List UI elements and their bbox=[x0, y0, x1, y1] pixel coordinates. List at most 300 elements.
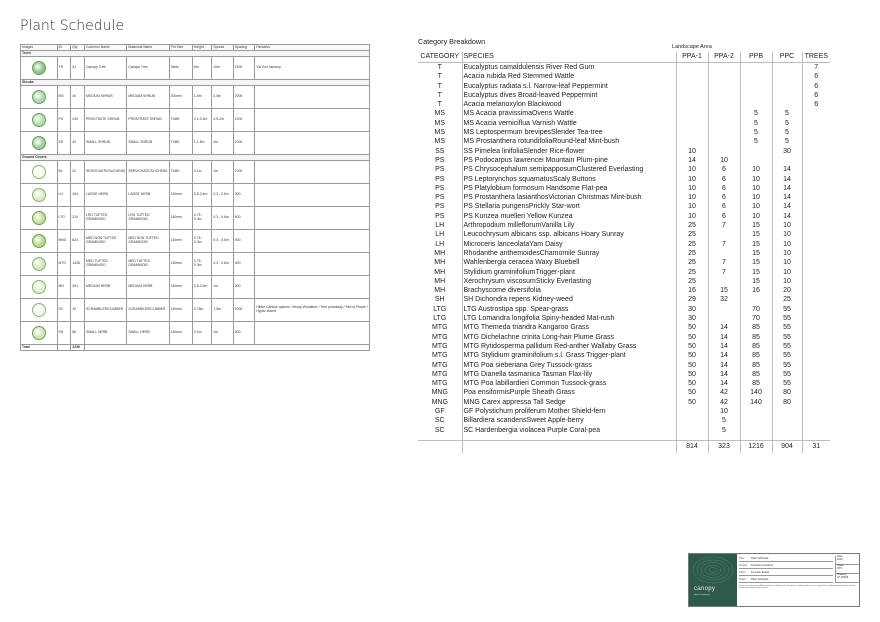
schedule-cell-height: 1-5m bbox=[192, 86, 211, 109]
breakdown-category: MH bbox=[418, 277, 462, 286]
schedule-cell-qty: 40 bbox=[71, 132, 85, 155]
schedule-cell-pot: 140mm bbox=[169, 184, 192, 207]
breakdown-qty: 30 bbox=[676, 305, 708, 314]
breakdown-species: PS Platylobium formosum Handsome Flat-pea bbox=[462, 184, 676, 193]
plant-image-icon bbox=[32, 165, 46, 179]
breakdown-category: LH bbox=[418, 230, 462, 239]
breakdown-qty bbox=[802, 202, 830, 211]
breakdown-qty: 5 bbox=[740, 128, 772, 137]
schedule-cell-id: PS bbox=[57, 109, 71, 132]
breakdown-category: MS bbox=[418, 137, 462, 146]
plant-image-cell bbox=[21, 253, 58, 276]
schedule-cell-id: MS bbox=[57, 86, 71, 109]
breakdown-row bbox=[418, 137, 830, 146]
breakdown-qty bbox=[772, 100, 802, 109]
breakdown-qty: 55 bbox=[772, 379, 802, 388]
breakdown-category: MTG bbox=[418, 342, 462, 351]
breakdown-qty bbox=[772, 82, 802, 91]
breakdown-qty bbox=[708, 147, 740, 156]
schedule-cell-id: SS bbox=[57, 132, 71, 155]
breakdown-row bbox=[418, 72, 830, 81]
breakdown-qty: 7 bbox=[708, 221, 740, 230]
breakdown-qty: 10 bbox=[740, 202, 772, 211]
breakdown-qty: 15 bbox=[740, 268, 772, 277]
breakdown-qty bbox=[802, 165, 830, 174]
breakdown-header-cell: TREES bbox=[802, 52, 830, 63]
title-block-fields bbox=[737, 554, 859, 606]
breakdown-qty: 70 bbox=[740, 314, 772, 323]
breakdown-header-cell: PPA-2 bbox=[708, 52, 740, 63]
breakdown-qty bbox=[740, 407, 772, 416]
schedule-cell-spread: 1m bbox=[212, 322, 233, 345]
breakdown-qty: 50 bbox=[676, 388, 708, 397]
breakdown-qty: 140 bbox=[740, 388, 772, 397]
breakdown-species: Eucalyptus camaldulensis River Red Gum bbox=[462, 63, 676, 73]
breakdown-qty bbox=[740, 426, 772, 435]
breakdown-qty: 25 bbox=[676, 230, 708, 239]
breakdown-species: Xerochrysum viscosumSticky Everlasting bbox=[462, 277, 676, 286]
schedule-cell-height: 0.75m bbox=[192, 299, 211, 322]
breakdown-category: LH bbox=[418, 240, 462, 249]
title-block-row bbox=[739, 556, 833, 562]
title-block-side-value: LP-00396 bbox=[837, 575, 849, 579]
schedule-cell-remarks bbox=[255, 86, 370, 109]
plant-image-cell bbox=[21, 276, 58, 299]
plant-image-cell bbox=[21, 207, 58, 230]
breakdown-category: MTG bbox=[418, 323, 462, 332]
breakdown-category: MTG bbox=[418, 379, 462, 388]
schedule-row bbox=[21, 230, 370, 253]
breakdown-category: MNG bbox=[418, 398, 462, 407]
breakdown-qty bbox=[772, 407, 802, 416]
breakdown-qty bbox=[802, 221, 830, 230]
title-block-side-value: NTS bbox=[837, 566, 843, 570]
schedule-cell-qty: 10 bbox=[71, 299, 85, 322]
breakdown-qty bbox=[676, 128, 708, 137]
schedule-cell-botanical: Canopy Tree bbox=[127, 57, 169, 80]
schedule-header-cell: Common Name bbox=[85, 45, 127, 51]
schedule-cell-common: LARGE HERB bbox=[85, 184, 127, 207]
breakdown-qty: 30 bbox=[676, 314, 708, 323]
breakdown-qty: 5 bbox=[772, 128, 802, 137]
breakdown-qty: 50 bbox=[676, 398, 708, 407]
breakdown-qty bbox=[802, 258, 830, 267]
breakdown-qty: 30 bbox=[772, 147, 802, 156]
breakdown-row bbox=[418, 63, 830, 73]
plant-image-icon bbox=[32, 136, 46, 150]
breakdown-qty: 14 bbox=[772, 193, 802, 202]
breakdown-qty bbox=[802, 240, 830, 249]
schedule-cell-remarks bbox=[255, 276, 370, 299]
breakdown-qty: 10 bbox=[772, 268, 802, 277]
schedule-cell-qty: 20 bbox=[71, 161, 85, 184]
schedule-cell-common: Canopy Tree bbox=[85, 57, 127, 80]
breakdown-row bbox=[418, 240, 830, 249]
breakdown-qty: 70 bbox=[740, 305, 772, 314]
breakdown-qty: 10 bbox=[740, 165, 772, 174]
breakdown-qty: 55 bbox=[772, 361, 802, 370]
breakdown-total-cell bbox=[462, 441, 676, 454]
breakdown-qty: 10 bbox=[676, 184, 708, 193]
schedule-cell-qty: 1428 bbox=[71, 253, 85, 276]
breakdown-row bbox=[418, 379, 830, 388]
breakdown-category: T bbox=[418, 82, 462, 91]
title-block-side-key: Drawing bbox=[837, 573, 847, 576]
breakdown-qty: 85 bbox=[740, 323, 772, 332]
breakdown-qty: 10 bbox=[676, 193, 708, 202]
breakdown-qty: 10 bbox=[676, 175, 708, 184]
title-block-side-key: Scale bbox=[837, 564, 844, 567]
breakdown-qty bbox=[802, 407, 830, 416]
breakdown-qty: 14 bbox=[708, 333, 740, 342]
title-block-value: Frankston Gardens bbox=[751, 564, 774, 567]
breakdown-qty: 50 bbox=[676, 361, 708, 370]
breakdown-qty: 10 bbox=[772, 221, 802, 230]
breakdown-row bbox=[418, 342, 830, 351]
breakdown-category: LH bbox=[418, 221, 462, 230]
breakdown-qty bbox=[676, 407, 708, 416]
schedule-cell-spread: 0.3 - 0.6m bbox=[212, 253, 233, 276]
breakdown-qty: 6 bbox=[708, 175, 740, 184]
title-block-row bbox=[739, 577, 833, 583]
breakdown-species: PS Prostanthera lasianthosVictorian Christmas Mint-bush bbox=[462, 193, 676, 202]
breakdown-species: Acacia melanoxylon Blackwood bbox=[462, 100, 676, 109]
schedule-total-rest bbox=[85, 345, 370, 351]
breakdown-qty bbox=[802, 416, 830, 425]
breakdown-qty: 10 bbox=[708, 156, 740, 165]
breakdown-qty bbox=[802, 230, 830, 239]
landscape-area-label: Landscape Area bbox=[672, 44, 712, 50]
breakdown-species: PS Chrysocephalum semipapposumClustered Everlasting bbox=[462, 165, 676, 174]
breakdown-qty bbox=[708, 305, 740, 314]
breakdown-category: SC bbox=[418, 416, 462, 425]
breakdown-category: T bbox=[418, 72, 462, 81]
breakdown-category: PS bbox=[418, 202, 462, 211]
breakdown-species: Rhodanthe anthemoidesChamomile Sunray bbox=[462, 249, 676, 258]
schedule-group-label: Ground Covers bbox=[21, 155, 370, 161]
schedule-cell-pot: TUBE bbox=[169, 132, 192, 155]
schedule-cell-remarks bbox=[255, 184, 370, 207]
schedule-cell-common: SMALL HERB bbox=[85, 322, 127, 345]
plant-image-cell bbox=[21, 322, 58, 345]
schedule-cell-height: 1-1.5m bbox=[192, 132, 211, 155]
breakdown-category: PS bbox=[418, 184, 462, 193]
breakdown-species: Arthropodium milleflorumVanilla Lily bbox=[462, 221, 676, 230]
schedule-header-cell: Botanical Name bbox=[127, 45, 169, 51]
breakdown-qty bbox=[676, 82, 708, 91]
schedule-cell-qty: 40 bbox=[71, 86, 85, 109]
breakdown-category: MH bbox=[418, 286, 462, 295]
breakdown-qty bbox=[802, 128, 830, 137]
breakdown-qty: 85 bbox=[740, 361, 772, 370]
schedule-cell-pot: Table bbox=[169, 57, 192, 80]
breakdown-header-row bbox=[418, 52, 830, 63]
breakdown-qty: 14 bbox=[708, 323, 740, 332]
schedule-cell-spread: 0.3 - 0.6m bbox=[212, 207, 233, 230]
breakdown-qty bbox=[708, 109, 740, 118]
schedule-row bbox=[21, 299, 370, 322]
schedule-cell-botanical: MEDIUM HERB bbox=[127, 276, 169, 299]
breakdown-qty: 55 bbox=[772, 314, 802, 323]
schedule-cell-pot: 140mm bbox=[169, 253, 192, 276]
schedule-cell-remarks bbox=[255, 253, 370, 276]
breakdown-row bbox=[418, 230, 830, 239]
breakdown-species: MS Leptospermum brevipesSlender Tea-tree bbox=[462, 128, 676, 137]
breakdown-species: PS Podocarpus lawrencei Mountain Plum-pine bbox=[462, 156, 676, 165]
breakdown-qty: 7 bbox=[708, 240, 740, 249]
breakdown-row bbox=[418, 193, 830, 202]
breakdown-category: T bbox=[418, 91, 462, 100]
schedule-cell-spread: 2m bbox=[212, 132, 233, 155]
breakdown-category: PS bbox=[418, 165, 462, 174]
breakdown-qty bbox=[740, 91, 772, 100]
breakdown-header-cell: SPECIES bbox=[462, 52, 676, 63]
schedule-cell-id: LTG bbox=[57, 207, 71, 230]
breakdown-category: MNG bbox=[418, 388, 462, 397]
breakdown-qty: 10 bbox=[772, 249, 802, 258]
schedule-cell-spacing: 2000 bbox=[233, 86, 255, 109]
breakdown-qty bbox=[676, 100, 708, 109]
schedule-cell-qty: 624 bbox=[71, 230, 85, 253]
breakdown-qty bbox=[802, 109, 830, 118]
breakdown-qty bbox=[676, 91, 708, 100]
breakdown-category: MH bbox=[418, 268, 462, 277]
breakdown-qty: 15 bbox=[740, 277, 772, 286]
breakdown-qty bbox=[802, 342, 830, 351]
breakdown-species: Leucochrysum albicans ssp. albicans Hoary Sunray bbox=[462, 230, 676, 239]
breakdown-category: LTG bbox=[418, 305, 462, 314]
schedule-cell-height: 0.75 - 0.3m bbox=[192, 207, 211, 230]
breakdown-header-cell: PPC bbox=[772, 52, 802, 63]
plant-image-icon bbox=[32, 61, 46, 75]
breakdown-species: MTG Poa labillardieri Common Tussock-grass bbox=[462, 379, 676, 388]
breakdown-qty bbox=[802, 212, 830, 221]
breakdown-row bbox=[418, 202, 830, 211]
breakdown-qty: 50 bbox=[676, 323, 708, 332]
breakdown-qty bbox=[802, 314, 830, 323]
breakdown-qty bbox=[772, 72, 802, 81]
plant-image-icon bbox=[32, 211, 46, 225]
schedule-cell-botanical: MED NON TUFTED GRAMINOID bbox=[127, 230, 169, 253]
schedule-total-label: Total bbox=[21, 345, 58, 351]
breakdown-row bbox=[418, 212, 830, 221]
breakdown-category: SH bbox=[418, 295, 462, 304]
breakdown-category: PS bbox=[418, 212, 462, 221]
breakdown-qty bbox=[772, 91, 802, 100]
plant-image-cell bbox=[21, 109, 58, 132]
schedule-cell-qty: 31 bbox=[71, 57, 85, 80]
breakdown-qty bbox=[676, 119, 708, 128]
breakdown-qty bbox=[708, 91, 740, 100]
breakdown-total-cell: 1216 bbox=[740, 441, 772, 454]
schedule-header-cell: Remarks bbox=[255, 45, 370, 51]
breakdown-row bbox=[418, 82, 830, 91]
breakdown-qty: 6 bbox=[708, 184, 740, 193]
breakdown-qty: 5 bbox=[708, 426, 740, 435]
breakdown-row bbox=[418, 416, 830, 425]
breakdown-row bbox=[418, 100, 830, 109]
breakdown-qty bbox=[802, 175, 830, 184]
schedule-row bbox=[21, 161, 370, 184]
breakdown-qty: 10 bbox=[772, 240, 802, 249]
breakdown-species: SH Dichondra repens Kidney-weed bbox=[462, 295, 676, 304]
breakdown-qty bbox=[740, 295, 772, 304]
breakdown-header-cell: CATEGORY bbox=[418, 52, 462, 63]
schedule-cell-height: 0.5-0.4m bbox=[192, 184, 211, 207]
breakdown-qty: 50 bbox=[676, 333, 708, 342]
breakdown-qty: 50 bbox=[676, 342, 708, 351]
breakdown-qty: 10 bbox=[740, 184, 772, 193]
breakdown-species: Stylidium graminifoliumTrigger-plant bbox=[462, 268, 676, 277]
breakdown-qty bbox=[708, 119, 740, 128]
breakdown-qty: 25 bbox=[676, 249, 708, 258]
plant-image-icon bbox=[32, 90, 46, 104]
schedule-header-cell: Pot Size bbox=[169, 45, 192, 51]
breakdown-species: Acacia rubida Red Stemmed Wattle bbox=[462, 72, 676, 81]
breakdown-qty: 85 bbox=[740, 342, 772, 351]
schedule-cell-pot: 140mm bbox=[169, 276, 192, 299]
breakdown-qty: 14 bbox=[708, 361, 740, 370]
breakdown-qty: 140 bbox=[740, 398, 772, 407]
schedule-cell-spacing: 300 bbox=[233, 322, 255, 345]
schedule-cell-id: BL bbox=[57, 161, 71, 184]
breakdown-row bbox=[418, 258, 830, 267]
breakdown-qty: 25 bbox=[676, 240, 708, 249]
schedule-group-label: Shrubs bbox=[21, 80, 370, 86]
breakdown-row bbox=[418, 388, 830, 397]
schedule-cell-spread: 0.3 - 0.6m bbox=[212, 184, 233, 207]
plant-image-cell bbox=[21, 184, 58, 207]
schedule-header-cell: Spread bbox=[212, 45, 233, 51]
breakdown-row bbox=[418, 370, 830, 379]
schedule-cell-pot: 140mm bbox=[169, 322, 192, 345]
plant-schedule-table bbox=[20, 44, 370, 351]
schedule-cell-pot: TUBE bbox=[169, 109, 192, 132]
breakdown-category: MH bbox=[418, 258, 462, 267]
schedule-cell-height: 0.1-0.3m bbox=[192, 109, 211, 132]
breakdown-row bbox=[418, 221, 830, 230]
schedule-cell-height: 8m bbox=[192, 57, 211, 80]
breakdown-category: PS bbox=[418, 175, 462, 184]
title-block-key: Drawn bbox=[739, 578, 747, 581]
breakdown-qty bbox=[708, 137, 740, 146]
schedule-cell-pot: 140mm bbox=[169, 207, 192, 230]
schedule-cell-common: MEDIUM HERB bbox=[85, 276, 127, 299]
schedule-cell-id: SC bbox=[57, 299, 71, 322]
breakdown-qty: 10 bbox=[740, 175, 772, 184]
breakdown-species: MS Acacia verniciflua Varnish Wattle bbox=[462, 119, 676, 128]
breakdown-qty: 10 bbox=[676, 147, 708, 156]
breakdown-category: PS bbox=[418, 156, 462, 165]
breakdown-qty bbox=[708, 82, 740, 91]
schedule-cell-botanical: SMALL SHRUB bbox=[127, 132, 169, 155]
title-block-key: Title bbox=[739, 557, 744, 560]
breakdown-qty: 85 bbox=[740, 379, 772, 388]
breakdown-qty: 6 bbox=[814, 82, 819, 90]
breakdown-qty: 15 bbox=[740, 258, 772, 267]
breakdown-qty bbox=[802, 277, 830, 286]
breakdown-row bbox=[418, 286, 830, 295]
schedule-cell-remarks: Hibbe Cahisor options: Yeloop Wonderer / Tree protoksaji / Sea of Purple / Hyptic Monet bbox=[255, 299, 370, 322]
schedule-cell-remarks: VIc Eco Nursery bbox=[255, 57, 370, 80]
breakdown-qty bbox=[802, 351, 830, 360]
breakdown-qty: 25 bbox=[676, 221, 708, 230]
breakdown-qty bbox=[708, 230, 740, 239]
plant-image-icon bbox=[32, 303, 46, 317]
breakdown-qty bbox=[740, 72, 772, 81]
schedule-cell-remarks bbox=[255, 230, 370, 253]
breakdown-qty bbox=[802, 295, 830, 304]
breakdown-total-cell: 323 bbox=[708, 441, 740, 454]
breakdown-qty bbox=[802, 333, 830, 342]
breakdown-qty: 55 bbox=[772, 351, 802, 360]
breakdown-total-cell: 904 bbox=[772, 441, 802, 454]
breakdown-qty bbox=[802, 147, 830, 156]
breakdown-qty bbox=[676, 109, 708, 118]
breakdown-qty: 25 bbox=[676, 268, 708, 277]
breakdown-qty bbox=[740, 63, 772, 73]
breakdown-qty: 7 bbox=[814, 64, 819, 71]
breakdown-qty: 55 bbox=[772, 305, 802, 314]
breakdown-qty bbox=[802, 398, 830, 407]
schedule-header-cell: Qty bbox=[71, 45, 85, 51]
schedule-cell-remarks bbox=[255, 207, 370, 230]
breakdown-qty bbox=[802, 119, 830, 128]
schedule-cell-pot: TUBE bbox=[169, 161, 192, 184]
schedule-row bbox=[21, 253, 370, 276]
schedule-cell-common: MED TUFTED GRAMINOID bbox=[85, 253, 127, 276]
breakdown-qty: 14 bbox=[676, 156, 708, 165]
breakdown-qty: 10 bbox=[740, 212, 772, 221]
breakdown-qty: 6 bbox=[814, 91, 819, 99]
breakdown-qty: 10 bbox=[676, 165, 708, 174]
breakdown-row bbox=[418, 128, 830, 137]
schedule-cell-spacing: 1000 bbox=[233, 132, 255, 155]
breakdown-qty: 6 bbox=[708, 202, 740, 211]
schedule-cell-botanical: PROSTRATE SHRUB bbox=[127, 109, 169, 132]
schedule-cell-botanical: SMALL HERB bbox=[127, 322, 169, 345]
breakdown-row bbox=[418, 323, 830, 332]
breakdown-qty: 15 bbox=[740, 240, 772, 249]
breakdown-qty: 15 bbox=[740, 230, 772, 239]
breakdown-category: MS bbox=[418, 128, 462, 137]
schedule-cell-spread: 1.5m bbox=[212, 299, 233, 322]
schedule-total-qty: 3256 bbox=[71, 345, 85, 351]
schedule-cell-spread: 1m bbox=[212, 276, 233, 299]
breakdown-qty: 6 bbox=[708, 193, 740, 202]
schedule-row bbox=[21, 184, 370, 207]
breakdown-category: PS bbox=[418, 193, 462, 202]
breakdown-qty: 5 bbox=[740, 137, 772, 146]
schedule-cell-id: TR bbox=[57, 57, 71, 80]
breakdown-species: SS Pimelea linifoliaSlender Rice-flower bbox=[462, 147, 676, 156]
breakdown-qty: 42 bbox=[708, 388, 740, 397]
breakdown-row bbox=[418, 147, 830, 156]
breakdown-total-cell: 814 bbox=[676, 441, 708, 454]
breakdown-category: MH bbox=[418, 249, 462, 258]
breakdown-total-cell: 31 bbox=[802, 441, 830, 454]
schedule-cell-qty: 261 bbox=[71, 276, 85, 299]
breakdown-species: LTG Lomandra longifolia Spiny-headed Mat-rush bbox=[462, 314, 676, 323]
breakdown-qty: 20 bbox=[772, 286, 802, 295]
schedule-cell-id: SH bbox=[57, 322, 71, 345]
plant-image-icon bbox=[32, 280, 46, 294]
title-block-side-value: 2022 bbox=[837, 557, 843, 561]
breakdown-qty: 85 bbox=[740, 370, 772, 379]
breakdown-qty bbox=[802, 305, 830, 314]
breakdown-qty: 25 bbox=[676, 258, 708, 267]
breakdown-qty: 29 bbox=[676, 295, 708, 304]
